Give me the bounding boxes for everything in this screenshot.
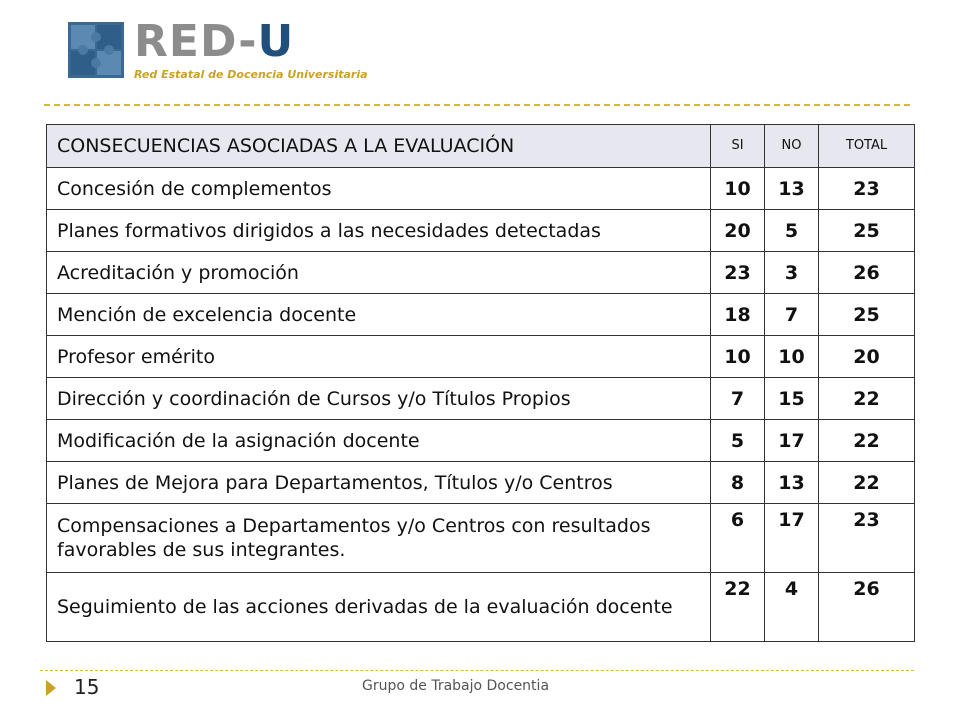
row-si: 18 [711, 294, 765, 336]
row-total: 23 [819, 504, 915, 573]
row-total: 25 [819, 210, 915, 252]
row-total: 22 [819, 462, 915, 504]
table-row [47, 420, 915, 462]
table-row [47, 294, 915, 336]
footer-divider [40, 670, 914, 671]
table-row [47, 168, 915, 210]
header-divider [44, 104, 910, 106]
table-row [47, 504, 915, 573]
row-label: Seguimiento de las acciones derivadas de la evaluación docente [47, 573, 711, 642]
table-row [47, 252, 915, 294]
row-no: 15 [765, 378, 819, 420]
table-row [47, 378, 915, 420]
row-total: 25 [819, 294, 915, 336]
row-label: Acreditación y promoción [47, 252, 711, 294]
row-label: Concesión de complementos [47, 168, 711, 210]
header-total: TOTAL [819, 125, 915, 168]
row-si: 7 [711, 378, 765, 420]
row-si: 23 [711, 252, 765, 294]
row-no: 10 [765, 336, 819, 378]
row-si: 10 [711, 168, 765, 210]
row-no: 5 [765, 210, 819, 252]
row-label: Compensaciones a Departamentos y/o Centros con resultados favorables de sus integrantes. [47, 504, 711, 573]
row-label: Profesor emérito [47, 336, 711, 378]
row-total: 20 [819, 336, 915, 378]
page-number: 15 [74, 675, 100, 699]
evaluation-consequences-table [46, 124, 914, 642]
row-si: 20 [711, 210, 765, 252]
row-label: Modificación de la asignación docente [47, 420, 711, 462]
table-row [47, 462, 915, 504]
row-si: 10 [711, 336, 765, 378]
row-label: Mención de excelencia docente [47, 294, 711, 336]
row-no: 3 [765, 252, 819, 294]
row-label: Planes de Mejora para Departamentos, Títulos y/o Centros [47, 462, 711, 504]
table-row [47, 336, 915, 378]
footer-text: Grupo de Trabajo Docentia [362, 678, 550, 694]
logo-subtitle: Red Estatal de Docencia Universitaria [134, 68, 368, 81]
row-no: 7 [765, 294, 819, 336]
row-no: 17 [765, 420, 819, 462]
row-no: 13 [765, 168, 819, 210]
table-header-row [47, 125, 915, 168]
row-total: 26 [819, 573, 915, 642]
row-si: 5 [711, 420, 765, 462]
row-total: 23 [819, 168, 915, 210]
header-no: NO [765, 125, 819, 168]
row-total: 22 [819, 378, 915, 420]
row-si: 6 [711, 504, 765, 573]
row-total: 22 [819, 420, 915, 462]
row-label: Planes formativos dirigidos a las necesidades detectadas [47, 210, 711, 252]
row-no: 17 [765, 504, 819, 573]
row-total: 26 [819, 252, 915, 294]
row-no: 13 [765, 462, 819, 504]
red-u-logo [68, 16, 378, 84]
row-si: 8 [711, 462, 765, 504]
header-consequences: CONSECUENCIAS ASOCIADAS A LA EVALUACIÓN [47, 125, 711, 168]
table-row [47, 573, 915, 642]
logo-title: RED-U [134, 16, 295, 67]
table-row [47, 210, 915, 252]
triangle-bullet-icon [46, 680, 56, 696]
row-si: 22 [711, 573, 765, 642]
row-no: 4 [765, 573, 819, 642]
row-label: Dirección y coordinación de Cursos y/o Títulos Propios [47, 378, 711, 420]
header-si: SI [711, 125, 765, 168]
puzzle-logo-icon [68, 22, 124, 78]
